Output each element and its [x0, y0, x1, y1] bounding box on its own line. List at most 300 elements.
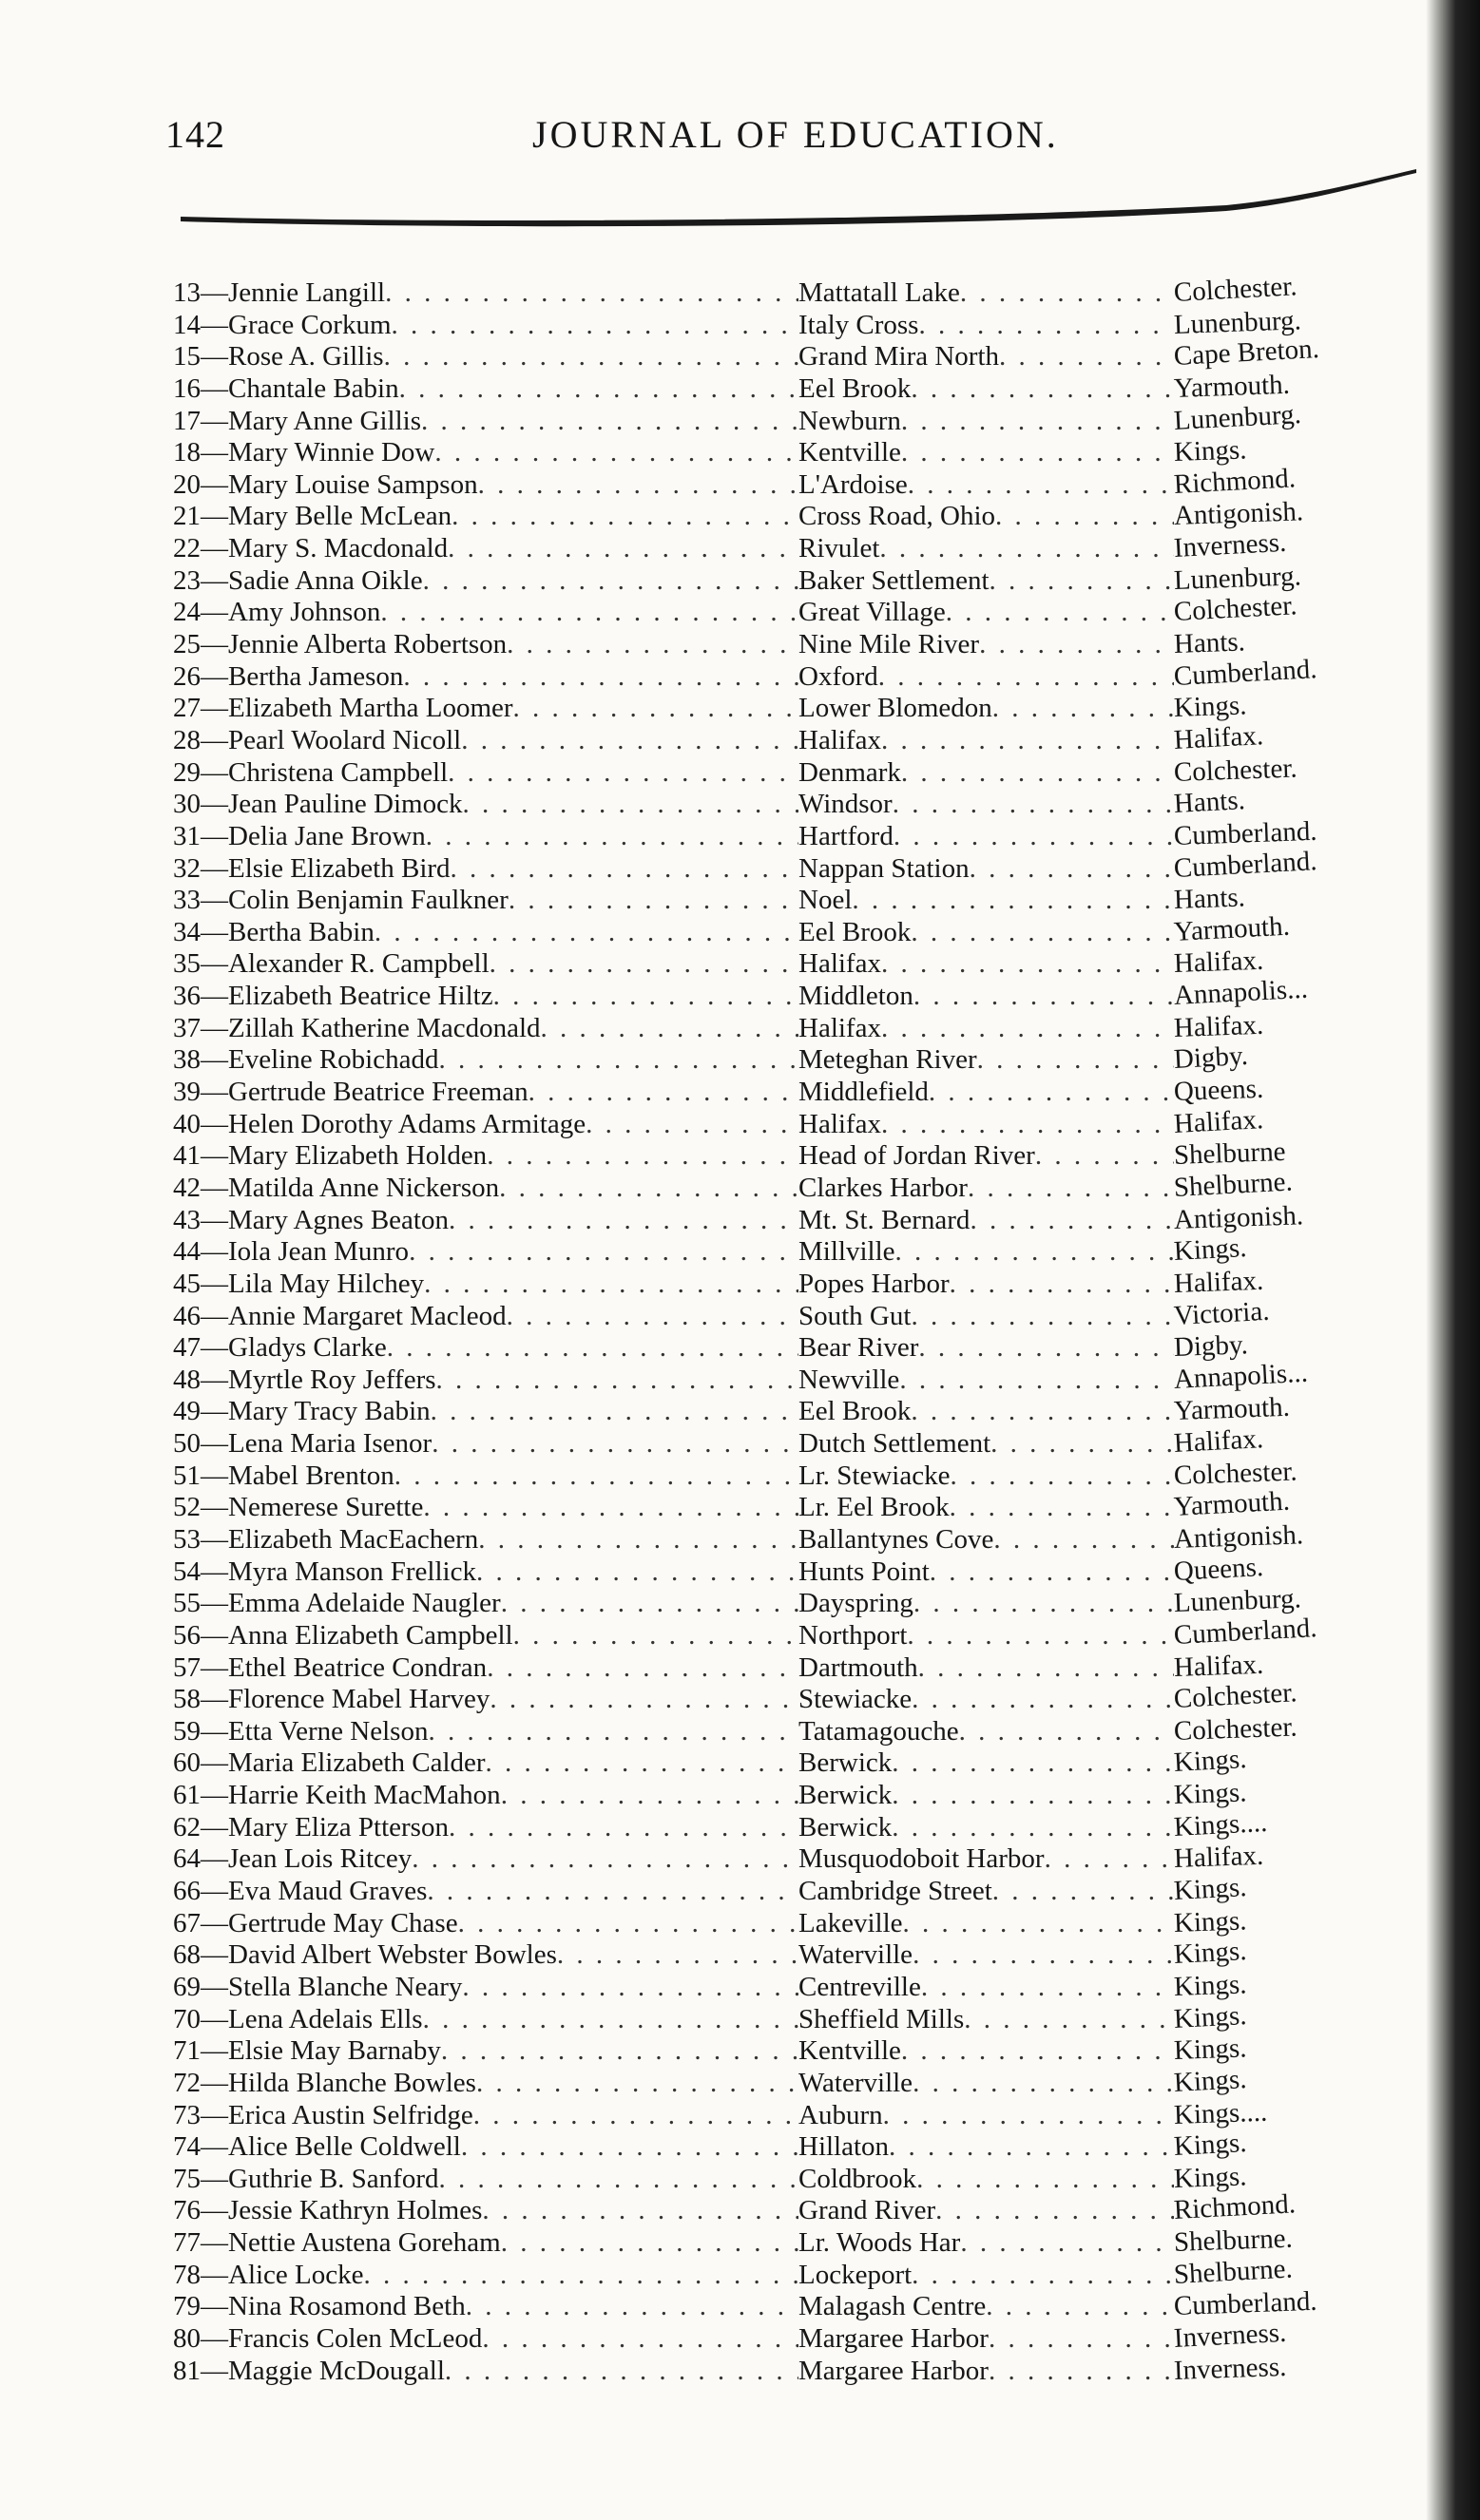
name-cell — [173, 917, 798, 949]
entry-place: Auburn — [798, 2099, 883, 2130]
entry-number: 43 — [173, 1204, 201, 1235]
leader-dots — [392, 310, 798, 342]
dash-separator: — — [201, 1492, 228, 1523]
entry-number: 78 — [173, 2259, 201, 2290]
leader-dots — [892, 1747, 1174, 1780]
entry-place: Great Village — [798, 597, 946, 628]
entry-number: 68 — [173, 1939, 201, 1971]
entry-number: 22 — [173, 533, 201, 564]
entry-name: Etta Verne Nelson — [228, 1715, 429, 1747]
dash-separator: — — [201, 2035, 228, 2067]
entry-number: 24 — [173, 597, 201, 628]
place-cell — [798, 1365, 1174, 1397]
leader-dots — [426, 821, 798, 853]
entry-place: L'Ardoise — [798, 468, 908, 500]
leader-dots — [486, 1747, 798, 1780]
entry-number: 25 — [173, 629, 201, 660]
roster-entry — [173, 2188, 1399, 2227]
entry-name: Mabel Brenton — [228, 1460, 394, 1491]
entry-number: 21 — [173, 501, 201, 532]
name-cell — [173, 2227, 798, 2260]
dash-separator: — — [201, 1811, 228, 1842]
entry-county: Lunenburg. — [1173, 1583, 1302, 1619]
leader-dots — [409, 1236, 798, 1269]
entry-place: Cambridge Street — [798, 1876, 992, 1907]
name-cell — [173, 1652, 798, 1685]
place-cell — [798, 2260, 1174, 2292]
name-cell — [173, 310, 798, 342]
name-cell — [173, 1492, 798, 1524]
entry-county: Shelburne. — [1173, 1166, 1294, 1203]
place-cell — [798, 1269, 1174, 1301]
leader-dots — [970, 1205, 1174, 1237]
leader-dots — [911, 373, 1174, 406]
entry-name: Chantale Babin — [228, 372, 399, 404]
entry-number: 20 — [173, 468, 201, 500]
dash-separator: — — [201, 1236, 228, 1268]
leader-dots — [424, 1269, 798, 1301]
dash-separator: — — [201, 1268, 228, 1299]
dash-separator: — — [201, 2291, 228, 2322]
leader-dots — [895, 1236, 1175, 1269]
entry-number: 16 — [173, 372, 201, 404]
place-cell — [798, 1556, 1174, 1589]
entry-name: Mary Belle McLean — [228, 501, 452, 532]
place-cell — [798, 1684, 1174, 1716]
leader-dots — [879, 533, 1174, 565]
leader-dots — [964, 2004, 1174, 2036]
name-cell — [173, 853, 798, 886]
name-cell — [173, 1780, 798, 1812]
entry-county: Kings. — [1173, 1777, 1248, 1811]
name-cell — [173, 1716, 798, 1748]
name-cell — [173, 1620, 798, 1652]
leader-dots — [541, 1013, 798, 1045]
roster-entry — [173, 1936, 1399, 1972]
dash-separator: — — [201, 564, 228, 596]
entry-number: 62 — [173, 1811, 201, 1842]
entry-county: Halifax. — [1173, 1103, 1264, 1139]
roster-entry — [173, 1232, 1399, 1269]
name-cell — [173, 1524, 798, 1556]
leader-dots — [476, 2068, 798, 2100]
dash-separator: — — [201, 1204, 228, 1235]
entry-number: 47 — [173, 1332, 201, 1364]
entry-name: Nina Rosamond Beth — [228, 2291, 466, 2322]
entry-county: Victoria. — [1173, 1295, 1271, 1331]
place-cell — [798, 1332, 1174, 1365]
leader-dots — [423, 565, 798, 598]
entry-name: Lila May Hilchey — [228, 1268, 425, 1299]
roster-entry — [173, 1744, 1399, 1780]
dash-separator: — — [201, 1364, 228, 1395]
name-cell — [173, 501, 798, 533]
roster-entry — [173, 369, 1399, 406]
dash-separator: — — [201, 2227, 228, 2259]
leader-dots — [449, 1812, 798, 1844]
dash-separator: — — [201, 533, 228, 564]
place-cell — [798, 1908, 1174, 1940]
leader-dots — [448, 757, 798, 790]
entry-number: 57 — [173, 1651, 201, 1683]
roster-entry — [173, 753, 1399, 790]
leader-dots — [487, 1140, 798, 1173]
name-cell — [173, 1588, 798, 1620]
roster-entry — [173, 1423, 1399, 1460]
leader-dots — [423, 1492, 798, 1524]
name-cell — [173, 885, 798, 917]
entry-number: 58 — [173, 1684, 201, 1715]
name-cell — [173, 629, 798, 661]
dash-separator: — — [201, 1556, 228, 1587]
name-cell — [173, 1908, 798, 1940]
name-cell — [173, 341, 798, 373]
roster-entry — [173, 1166, 1399, 1205]
entry-place: Tatamagouche — [798, 1715, 959, 1747]
place-cell — [798, 1236, 1174, 1269]
leader-dots — [992, 1876, 1174, 1908]
leader-dots — [436, 1365, 798, 1397]
leader-dots — [959, 1716, 1174, 1748]
name-cell — [173, 2260, 798, 2292]
place-cell — [798, 1876, 1174, 1908]
roster-entry — [173, 496, 1399, 533]
entry-number: 36 — [173, 981, 201, 1012]
place-cell — [798, 1747, 1174, 1780]
roster-entry — [173, 1777, 1399, 1812]
entry-place: Nappan Station — [798, 852, 970, 884]
entry-name: Mary Tracy Babin — [228, 1396, 431, 1427]
leader-dots — [1035, 1140, 1174, 1173]
entry-name: Annie Margaret Macleod — [228, 1300, 507, 1331]
name-cell — [173, 2195, 798, 2227]
leader-dots — [912, 1684, 1174, 1716]
leader-dots — [466, 2291, 798, 2323]
leader-dots — [384, 341, 798, 373]
entry-county: Cape Breton. — [1173, 334, 1320, 372]
roster-entry — [173, 2253, 1399, 2292]
leader-dots — [461, 725, 798, 757]
roster-entry — [173, 2096, 1399, 2132]
leader-dots — [509, 885, 798, 917]
entry-number: 42 — [173, 1172, 201, 1203]
entry-name: Nemerese Surette — [228, 1492, 424, 1523]
leader-dots — [918, 1652, 1174, 1685]
entry-number: 61 — [173, 1780, 201, 1811]
entry-name: Mary Louise Sampson — [228, 468, 478, 500]
entry-name: Mary Anne Gillis — [228, 405, 421, 436]
place-cell — [798, 310, 1174, 342]
dash-separator: — — [201, 597, 228, 628]
leader-dots — [883, 2100, 1174, 2132]
entry-place: Millville — [798, 1236, 895, 1268]
roster-entry — [173, 882, 1399, 917]
name-cell — [173, 1013, 798, 1045]
name-cell — [173, 1332, 798, 1365]
roster-entry — [173, 1806, 1399, 1844]
place-cell — [798, 1492, 1174, 1524]
name-cell — [173, 1109, 798, 1141]
place-cell — [798, 693, 1174, 725]
roster-entry — [173, 910, 1399, 949]
entry-place: Lakeville — [798, 1907, 903, 1938]
entry-name: Mary Winnie Dow — [228, 437, 435, 468]
leader-dots — [501, 2227, 798, 2260]
entry-county: Antigonish. — [1173, 496, 1304, 532]
leader-dots — [960, 2227, 1174, 2260]
dash-separator: — — [201, 1077, 228, 1108]
entry-place: Mattatall Lake — [798, 277, 960, 308]
entry-number: 76 — [173, 2195, 201, 2226]
entry-county: Annapolis... — [1173, 973, 1309, 1012]
leader-dots — [493, 981, 798, 1013]
dash-separator: — — [201, 1715, 228, 1747]
entry-number: 37 — [173, 1012, 201, 1043]
name-cell — [173, 1236, 798, 1269]
place-cell — [798, 2068, 1174, 2100]
name-cell — [173, 277, 798, 310]
leader-dots — [911, 1396, 1174, 1428]
roster-entry — [173, 1843, 1399, 1876]
name-cell — [173, 2291, 798, 2323]
name-cell — [173, 2100, 798, 2132]
entry-name: Maggie McDougall — [228, 2355, 445, 2386]
entry-number: 41 — [173, 1140, 201, 1172]
place-cell — [798, 789, 1174, 821]
entry-name: Matilda Anne Nickerson — [228, 1172, 500, 1203]
leader-dots — [499, 1173, 798, 1205]
journal-title: JOURNAL OF EDUCATION. — [532, 113, 1059, 156]
entry-number: 34 — [173, 916, 201, 947]
entry-county: Queens. — [1173, 1073, 1264, 1108]
dash-separator: — — [201, 948, 228, 980]
entry-name: Elizabeth Beatrice Hiltz — [228, 981, 493, 1012]
dash-separator: — — [201, 2259, 228, 2290]
entry-number: 14 — [173, 309, 201, 340]
dash-separator: — — [201, 2195, 228, 2226]
leader-dots — [913, 1939, 1174, 1972]
dash-separator: — — [201, 1300, 228, 1331]
roster-entry — [173, 561, 1399, 598]
leader-dots — [451, 853, 798, 886]
leader-dots — [513, 1620, 798, 1652]
roster-entry — [173, 1872, 1399, 1908]
entry-number: 46 — [173, 1300, 201, 1331]
place-cell — [798, 2323, 1174, 2356]
entry-county: Yarmouth. — [1173, 910, 1291, 947]
roster-entry — [173, 2351, 1399, 2388]
entry-place: Margaree Harbor — [798, 2355, 989, 2386]
roster-entry — [173, 2161, 1399, 2196]
entry-name: Mary Elizabeth Holden — [228, 1140, 488, 1172]
dash-separator: — — [201, 2067, 228, 2098]
entry-number: 55 — [173, 1588, 201, 1619]
roster-entry — [173, 2128, 1399, 2164]
entry-place: Kentville — [798, 437, 901, 468]
leader-dots — [950, 1269, 1174, 1301]
dash-separator: — — [201, 1396, 228, 1427]
roster-entry — [173, 1295, 1399, 1333]
roster-entry — [173, 973, 1399, 1013]
entry-place: Middleton — [798, 981, 913, 1012]
name-cell — [173, 757, 798, 790]
name-cell — [173, 1365, 798, 1397]
dash-separator: — — [201, 885, 228, 916]
dash-separator: — — [201, 693, 228, 724]
entry-county: Colchester. — [1173, 271, 1298, 308]
leader-dots — [380, 597, 798, 629]
leader-dots — [901, 406, 1174, 438]
name-cell — [173, 2164, 798, 2196]
entry-place: Dayspring — [798, 1588, 913, 1619]
entry-number: 30 — [173, 789, 201, 820]
place-cell — [798, 2035, 1174, 2068]
place-cell — [798, 2131, 1174, 2164]
entry-number: 64 — [173, 1843, 201, 1875]
entry-county: Kings. — [1173, 1999, 1248, 2034]
entry-county: Annapolis... — [1173, 1357, 1309, 1395]
place-cell — [798, 1396, 1174, 1428]
place-cell — [798, 1301, 1174, 1333]
place-cell — [798, 341, 1174, 373]
leader-dots — [989, 2323, 1174, 2356]
entry-name: Rose A. Gillis — [228, 341, 384, 372]
entry-county: Shelburne. — [1173, 2223, 1294, 2259]
leader-dots — [423, 2004, 798, 2036]
place-cell — [798, 757, 1174, 790]
roster-entry — [173, 2286, 1399, 2323]
dash-separator: — — [201, 372, 228, 404]
entry-name: Christena Campbell — [228, 756, 449, 788]
dash-separator: — — [201, 1172, 228, 1203]
leader-dots — [929, 1077, 1174, 1109]
entry-name: Eveline Robichadd — [228, 1044, 439, 1076]
leader-dots — [930, 1556, 1174, 1589]
entry-place: Italy Cross — [798, 309, 919, 340]
leader-dots — [441, 2035, 798, 2068]
entry-number: 15 — [173, 341, 201, 372]
name-cell — [173, 2323, 798, 2356]
leader-dots — [449, 1205, 798, 1237]
entry-name: Myra Manson Frellick — [228, 1556, 476, 1587]
roster-entry — [173, 1456, 1399, 1493]
entry-place: Hillaton — [798, 2131, 890, 2163]
entry-number: 23 — [173, 564, 201, 596]
entry-county: Cumberland. — [1173, 845, 1318, 884]
entry-number: 33 — [173, 885, 201, 916]
leader-dots — [458, 1908, 798, 1940]
entry-name: Bertha Babin — [228, 916, 375, 947]
leader-dots — [478, 469, 798, 502]
entry-number: 50 — [173, 1428, 201, 1460]
entry-number: 38 — [173, 1044, 201, 1076]
entry-number: 72 — [173, 2067, 201, 2098]
entry-name: Jessie Kathryn Holmes — [228, 2195, 483, 2226]
leader-dots — [990, 1428, 1174, 1460]
entry-county: Kings. — [1173, 1905, 1248, 1938]
entry-place: Meteghan River — [798, 1044, 977, 1076]
dash-separator: — — [201, 1588, 228, 1619]
name-cell — [173, 1843, 798, 1876]
entry-county: Halifax. — [1173, 720, 1264, 755]
name-cell — [173, 565, 798, 598]
entry-county: Richmond. — [1173, 2188, 1297, 2226]
entry-county: Yarmouth. — [1173, 1485, 1291, 1523]
place-cell — [798, 2164, 1174, 2196]
entry-number: 79 — [173, 2291, 201, 2322]
entry-place: South Gut — [798, 1300, 912, 1331]
dash-separator: — — [201, 309, 228, 340]
leader-dots — [478, 1524, 798, 1556]
leader-dots — [995, 501, 1174, 533]
leader-dots — [586, 1109, 798, 1141]
entry-county: Halifax. — [1173, 945, 1264, 980]
dash-separator: — — [201, 916, 228, 947]
dash-separator: — — [201, 1651, 228, 1683]
place-cell — [798, 406, 1174, 438]
place-cell — [798, 597, 1174, 629]
entry-county: Colchester. — [1173, 590, 1298, 628]
entry-place: Northport — [798, 1619, 908, 1651]
place-cell — [798, 277, 1174, 310]
entry-name: Lena Maria Isenor — [228, 1428, 432, 1460]
name-cell — [173, 1396, 798, 1428]
leader-dots — [892, 1812, 1174, 1844]
name-cell — [173, 725, 798, 757]
dash-separator: — — [201, 1044, 228, 1076]
leader-dots — [431, 1396, 798, 1428]
leader-dots — [487, 1652, 798, 1685]
entry-place: Newburn — [798, 405, 901, 436]
entry-place: Waterville — [798, 1939, 913, 1971]
entry-county: Halifax. — [1173, 1009, 1264, 1043]
dash-separator: — — [201, 405, 228, 436]
leader-dots — [461, 2131, 798, 2164]
graduate-roster — [173, 271, 1399, 2387]
entry-place: Cross Road, Ohio — [798, 501, 996, 532]
entry-place: Grand River — [798, 2195, 936, 2226]
leader-dots — [490, 948, 798, 981]
name-cell — [173, 2131, 798, 2164]
entry-name: Alice Belle Coldwell — [228, 2131, 461, 2163]
leader-dots — [993, 1524, 1174, 1556]
roster-entry — [173, 1199, 1399, 1237]
dash-separator: — — [201, 660, 228, 692]
place-cell — [798, 629, 1174, 661]
roster-entry — [173, 1711, 1399, 1748]
entry-name: Florence Mabel Harvey — [228, 1684, 490, 1715]
entry-place: Berwick — [798, 1780, 893, 1811]
place-cell — [798, 1939, 1174, 1972]
roster-entry — [173, 398, 1399, 438]
roster-entry — [173, 1999, 1399, 2036]
dash-separator: — — [201, 820, 228, 851]
place-cell — [798, 1843, 1174, 1876]
entry-name: Sadie Anna Oikle — [228, 564, 423, 596]
entry-number: 80 — [173, 2323, 201, 2354]
entry-county: Shelburne. — [1173, 2253, 1294, 2290]
entry-county: Antigonish. — [1173, 1519, 1304, 1555]
entry-county: Cumberland. — [1173, 1613, 1318, 1651]
entry-place: Eel Brook — [798, 916, 912, 947]
leader-dots — [394, 1460, 798, 1493]
leader-dots — [403, 661, 798, 694]
entry-number: 52 — [173, 1492, 201, 1523]
entry-name: Lena Adelais Ells — [228, 2003, 423, 2034]
leader-dots — [912, 2260, 1174, 2292]
place-cell — [798, 1780, 1174, 1812]
entry-number: 40 — [173, 1108, 201, 1139]
